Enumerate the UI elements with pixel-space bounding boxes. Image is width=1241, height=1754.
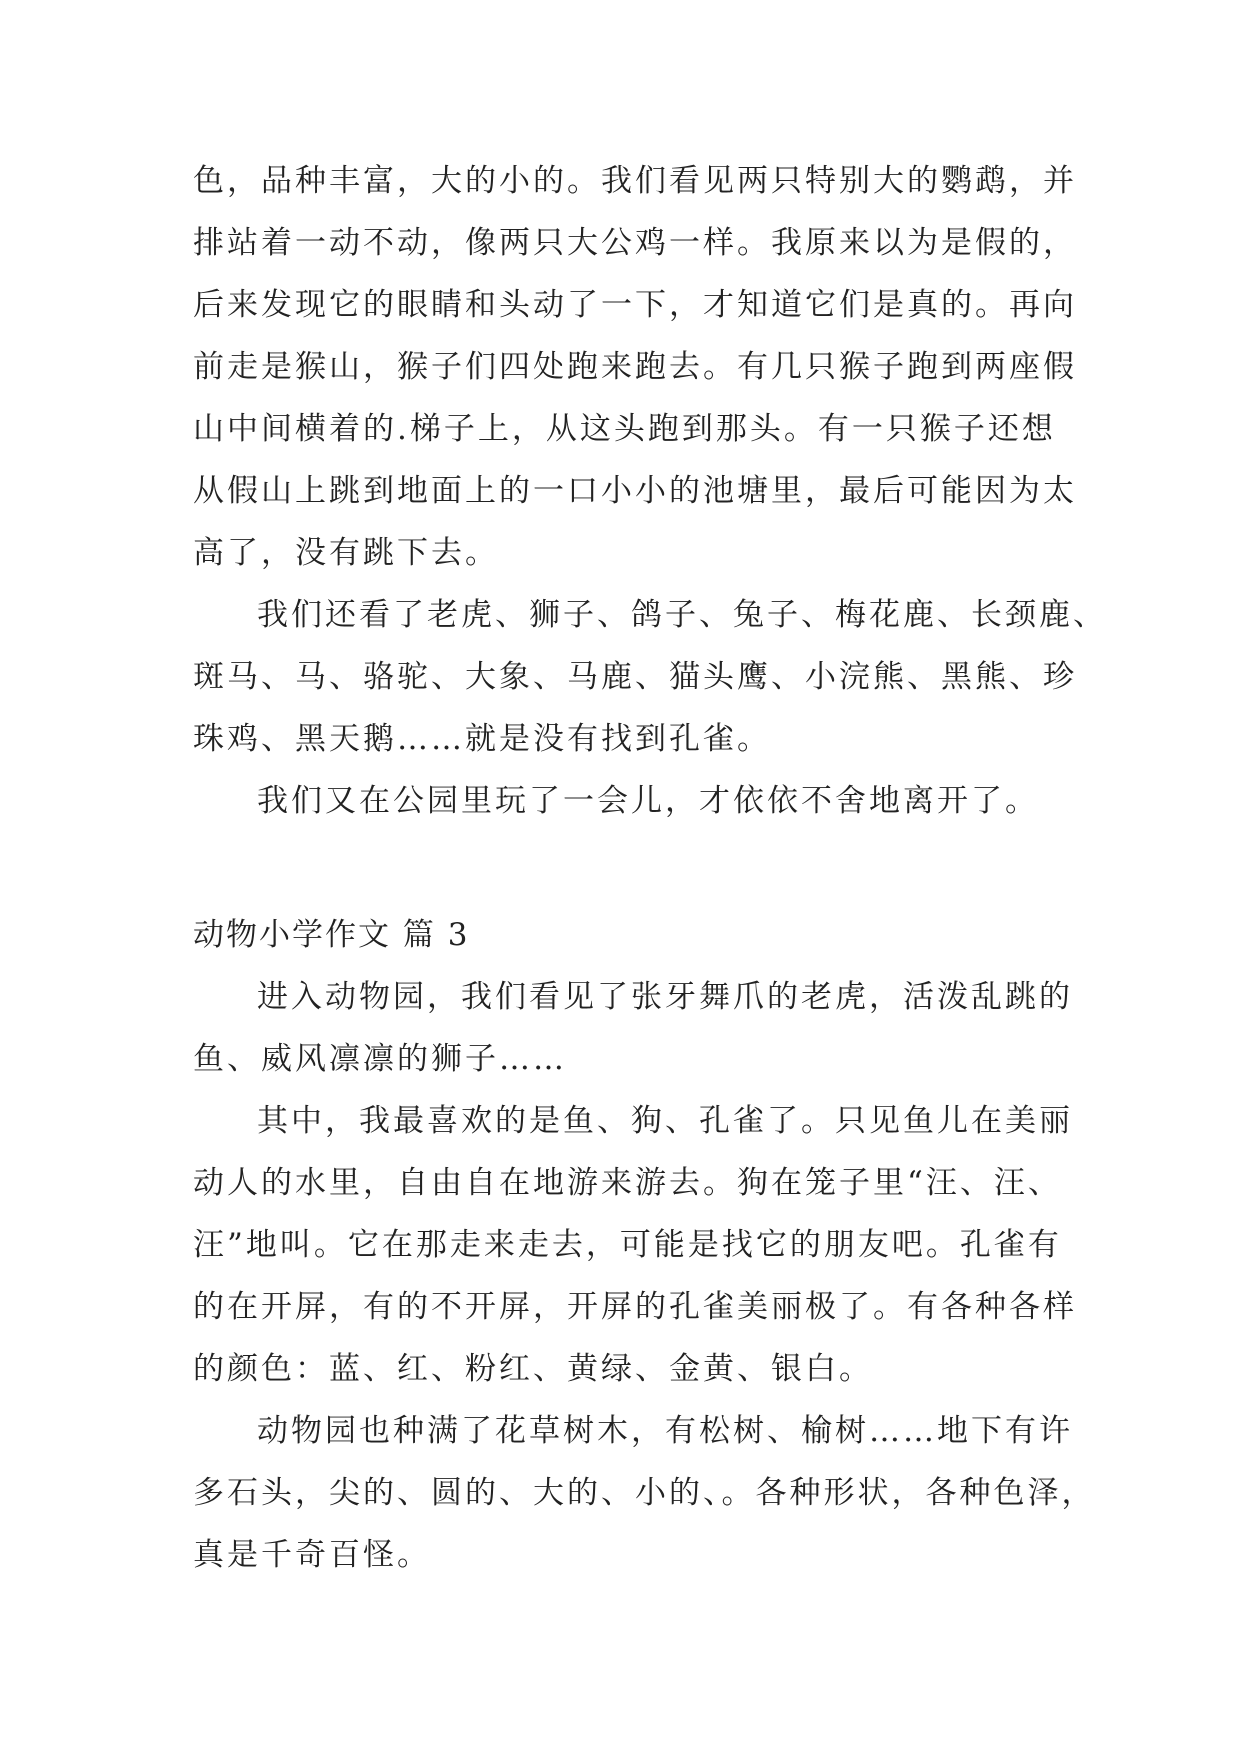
text-line: 从假山上跳到地面上的一口小小的池塘里，最后可能因为太 — [193, 473, 1077, 509]
paragraph-first-line: 我们又在公园里玩了一会儿，才依依不舍地离开了。 — [257, 783, 1039, 819]
paragraph-first-line: 其中，我最喜欢的是鱼、狗、孔雀了。只见鱼儿在美丽 — [257, 1103, 1073, 1139]
text-line: 前走是猴山，猴子们四处跑来跑去。有几只猴子跑到两座假 — [193, 349, 1077, 385]
section-2-text — [193, 904, 1096, 1586]
text-line: 排站着一动不动，像两只大公鸡一样。我原来以为是假的， — [193, 225, 1077, 261]
text-line: 鱼、威风凛凛的狮子…… — [193, 1041, 567, 1077]
text-line: 斑马、马、骆驼、大象、马鹿、猫头鹰、小浣熊、黑熊、珍 — [193, 659, 1077, 695]
text-line: 珠鸡、黑天鹅……就是没有找到孔雀。 — [193, 721, 771, 757]
text-line: 的在开屏，有的不开屏，开屏的孔雀美丽极了。有各种各样 — [193, 1289, 1077, 1325]
paragraph-first-line: 动物园也种满了花草树木，有松树、榆树……地下有许 — [257, 1413, 1073, 1449]
section-1-text — [193, 150, 1107, 832]
text-line: 高了，没有跳下去。 — [193, 535, 499, 571]
text-line: 后来发现它的眼睛和头动了一下，才知道它们是真的。再向 — [193, 287, 1077, 323]
text-line: 真是千奇百怪。 — [193, 1537, 431, 1573]
section-heading: 动物小学作文 篇 3 — [193, 917, 470, 953]
text-line: 山中间横着的.梯子上，从这头跑到那头。有一只猴子还想 — [193, 411, 1056, 447]
text-line: 色，品种丰富，大的小的。我们看见两只特别大的鹦鹉，并 — [193, 163, 1077, 199]
text-line: 汪”地叫。它在那走来走去，可能是找它的朋友吧。孔雀有 — [193, 1227, 1062, 1263]
paragraph-first-line: 我们还看了老虎、狮子、鸽子、兔子、梅花鹿、长颈鹿、 — [257, 597, 1107, 633]
text-line: 多石头，尖的、圆的、大的、小的、。各种形状，各种色泽， — [193, 1475, 1096, 1511]
text-line: 动人的水里，自由自在地游来游去。狗在笼子里“汪、汪、 — [193, 1165, 1062, 1201]
paragraph-first-line: 进入动物园，我们看见了张牙舞爪的老虎，活泼乱跳的 — [257, 979, 1073, 1015]
text-line: 的颜色：蓝、红、粉红、黄绿、金黄、银白。 — [193, 1351, 873, 1387]
